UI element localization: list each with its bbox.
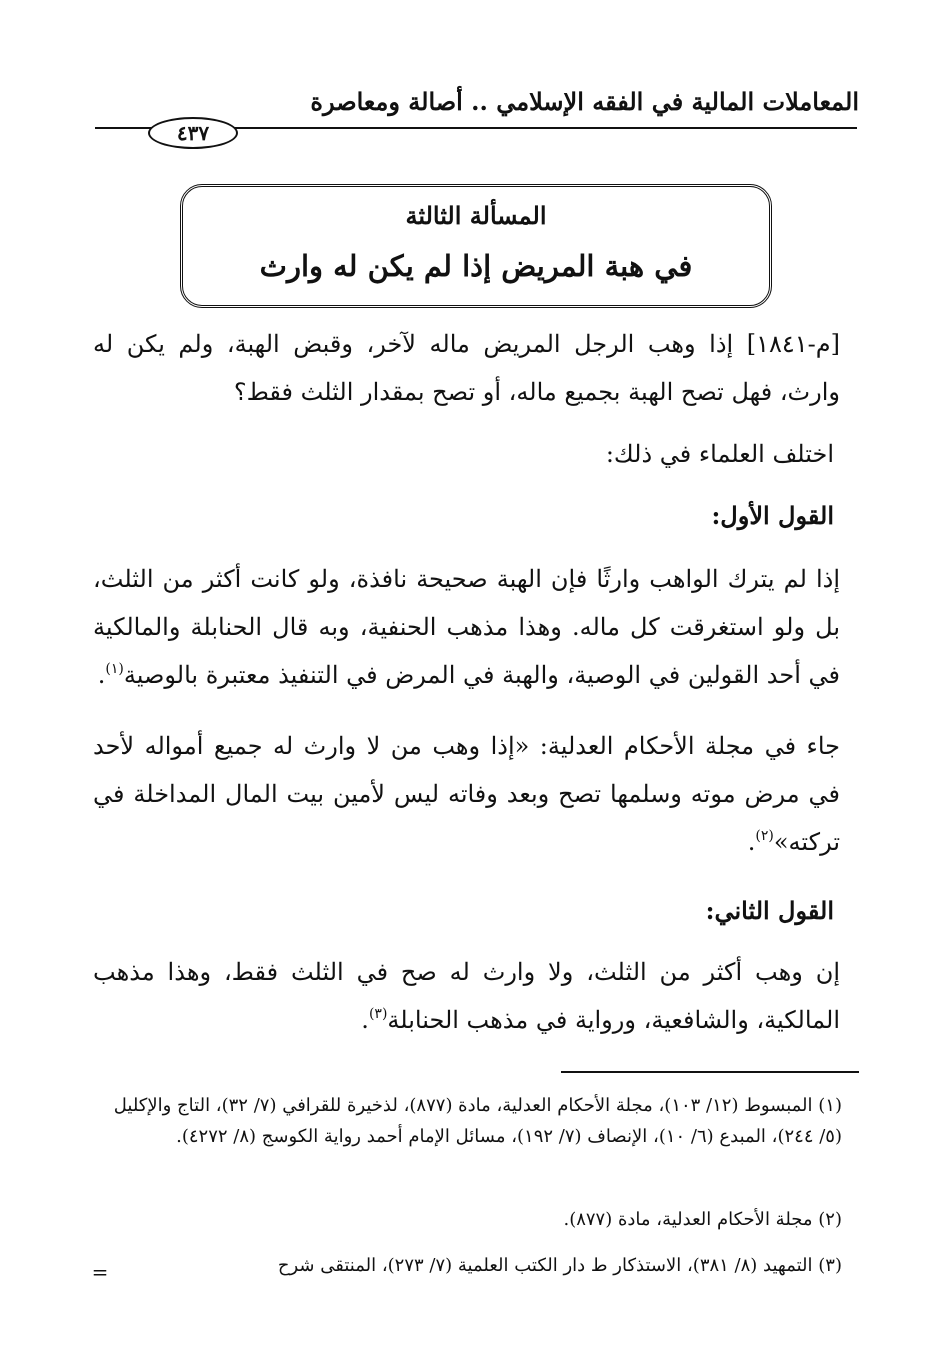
first-opinion-paragraph — [93, 555, 840, 703]
page-number: ٤٣٧ — [148, 117, 238, 149]
footnote-rule — [561, 1071, 859, 1073]
first-opinion-text: إذا لم يترك الواهب وارثًا فإن الهبة صحيحة نافذة، ولو كانت أكثر من الثلث، بل ولو استغرقت كل ماله. وهذا مذهب الحنفية، وبه قال الحنابلة والمالكية في أحد القولين في الوصية، والهبة في المرض في التنفيذ معتبرة بالوصية — [93, 565, 840, 689]
footnote-reference-2: (٢) — [755, 828, 774, 844]
second-opinion-paragraph — [93, 948, 840, 1048]
footnote-2: (٢) مجلة الأحكام العدلية، مادة (٨٧٧). — [563, 1209, 842, 1230]
footnote-3: (٣) التمهيد (٨/ ٣٨١)، الاستذكار ط دار الكتب العلمية (٧/ ٢٧٣)، المنتقى شرح — [277, 1255, 842, 1276]
footnote-continuation-mark: = — [91, 1260, 109, 1284]
running-head: المعاملات المالية في الفقه الإسلامي .. أصالة ومعاصرة — [310, 87, 859, 116]
footnote-reference-1: (١) — [105, 661, 124, 677]
section-number-title: المسألة الثالثة — [405, 201, 547, 230]
dispute-sentence: اختلف العلماء في ذلك: — [605, 440, 834, 468]
sentence-end-mark: . — [97, 661, 106, 689]
sentence-end-mark: . — [361, 1006, 369, 1034]
footnote-reference-3: (٣) — [368, 1006, 388, 1022]
second-opinion-heading: القول الثاني: — [705, 896, 834, 925]
majalla-paragraph — [93, 722, 840, 870]
section-subject-title: في هبة المريض إذا لم يكن له وارث — [259, 249, 693, 283]
first-opinion-heading: القول الأول: — [711, 501, 834, 530]
footnote-1: (١) المبسوط (١٢/ ١٠٣)، مجلة الأحكام العدلية، مادة (٨٧٧)، لذخيرة للقرافي (٧/ ٣٢)، التاج والإكليل (٥/ ٢٤٤)، المبدع (٦/ ١٠)، الإنصاف (٧/ ١٩٢)، مسائل الإمام أحمد رواية الكوسج (٨/ ٤٢٧٢). — [113, 1095, 842, 1147]
majalla-quotation: جاء في مجلة الأحكام العدلية: «إذا وهب من لا وارث له جميع أمواله لأحد في مرض موته وسلمها تصح وبعد وفاته ليس لأمين بيت المال المداخلة في تركته» — [93, 732, 840, 856]
second-opinion-text: إن وهب أكثر من الثلث، ولا وارث له صح في الثلث فقط، وهذا مذهب المالكية، والشافعية، ورواية في مذهب الحنابلة — [93, 958, 840, 1034]
sentence-end-mark: . — [747, 828, 756, 856]
section-title-box — [180, 184, 772, 308]
question-paragraph: [م-١٨٤١] إذا وهب الرجل المريض ماله لآخر، وقبض الهبة، ولم يكن له وارث، فهل تصح الهبة بجميع ماله، أو تصح بمقدار الثلث فقط؟ — [93, 330, 840, 406]
